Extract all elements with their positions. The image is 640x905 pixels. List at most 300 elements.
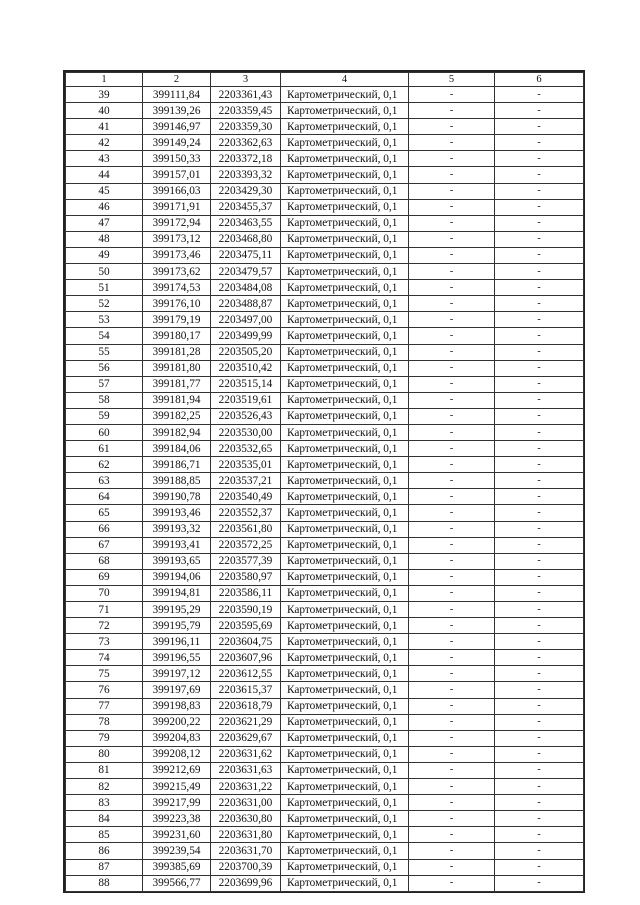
point-number-cell: 42 — [66, 135, 143, 151]
column-6-cell: - — [495, 875, 584, 891]
method-cell: Картометрический, 0,1 — [281, 859, 409, 875]
x-coordinate-cell: 399149,24 — [143, 135, 211, 151]
table-row — [66, 167, 584, 183]
column-5-cell: - — [409, 762, 495, 778]
table-row — [66, 441, 584, 457]
column-6-cell: - — [495, 489, 584, 505]
x-coordinate-cell: 399157,01 — [143, 167, 211, 183]
method-cell: Картометрический, 0,1 — [281, 779, 409, 795]
column-5-cell: - — [409, 489, 495, 505]
column-5-cell: - — [409, 135, 495, 151]
header-cell-4: 4 — [281, 73, 409, 87]
method-cell: Картометрический, 0,1 — [281, 537, 409, 553]
column-5-cell: - — [409, 811, 495, 827]
column-6-cell: - — [495, 473, 584, 489]
y-coordinate-cell: 2203455,37 — [211, 199, 281, 215]
table-row — [66, 392, 584, 408]
column-5-cell: - — [409, 328, 495, 344]
point-number-cell: 43 — [66, 151, 143, 167]
table-row — [66, 762, 584, 778]
column-6-cell: - — [495, 183, 584, 199]
column-5-cell: - — [409, 392, 495, 408]
y-coordinate-cell: 2203359,30 — [211, 119, 281, 135]
method-cell: Картометрический, 0,1 — [281, 602, 409, 618]
x-coordinate-cell: 399198,83 — [143, 698, 211, 714]
y-coordinate-cell: 2203586,11 — [211, 585, 281, 601]
y-coordinate-cell: 2203629,67 — [211, 730, 281, 746]
point-number-cell: 57 — [66, 376, 143, 392]
table-row — [66, 859, 584, 875]
y-coordinate-cell: 2203607,96 — [211, 650, 281, 666]
column-5-cell: - — [409, 312, 495, 328]
column-6-cell: - — [495, 360, 584, 376]
method-cell: Картометрический, 0,1 — [281, 746, 409, 762]
column-6-cell: - — [495, 103, 584, 119]
method-cell: Картометрический, 0,1 — [281, 103, 409, 119]
column-6-cell: - — [495, 199, 584, 215]
column-6-cell: - — [495, 762, 584, 778]
point-number-cell: 54 — [66, 328, 143, 344]
column-6-cell: - — [495, 585, 584, 601]
y-coordinate-cell: 2203580,97 — [211, 569, 281, 585]
column-6-cell: - — [495, 634, 584, 650]
column-5-cell: - — [409, 296, 495, 312]
table-row — [66, 779, 584, 795]
x-coordinate-cell: 399566,77 — [143, 875, 211, 891]
column-6-cell: - — [495, 843, 584, 859]
x-coordinate-cell: 399195,79 — [143, 618, 211, 634]
point-number-cell: 50 — [66, 264, 143, 280]
y-coordinate-cell: 2203552,37 — [211, 505, 281, 521]
column-6-cell: - — [495, 827, 584, 843]
point-number-cell: 61 — [66, 441, 143, 457]
y-coordinate-cell: 2203700,39 — [211, 859, 281, 875]
y-coordinate-cell: 2203540,49 — [211, 489, 281, 505]
method-cell: Картометрический, 0,1 — [281, 151, 409, 167]
column-5-cell: - — [409, 875, 495, 891]
table-row — [66, 553, 584, 569]
coordinates-table-frame — [63, 70, 585, 893]
method-cell: Картометрический, 0,1 — [281, 264, 409, 280]
table-row — [66, 795, 584, 811]
point-number-cell: 74 — [66, 650, 143, 666]
x-coordinate-cell: 399223,38 — [143, 811, 211, 827]
column-5-cell: - — [409, 505, 495, 521]
method-cell: Картометрический, 0,1 — [281, 376, 409, 392]
x-coordinate-cell: 399193,41 — [143, 537, 211, 553]
y-coordinate-cell: 2203488,87 — [211, 296, 281, 312]
point-number-cell: 76 — [66, 682, 143, 698]
table-row — [66, 811, 584, 827]
point-number-cell: 64 — [66, 489, 143, 505]
x-coordinate-cell: 399188,85 — [143, 473, 211, 489]
x-coordinate-cell: 399196,55 — [143, 650, 211, 666]
y-coordinate-cell: 2203630,80 — [211, 811, 281, 827]
x-coordinate-cell: 399194,06 — [143, 569, 211, 585]
method-cell: Картометрический, 0,1 — [281, 360, 409, 376]
x-coordinate-cell: 399173,46 — [143, 247, 211, 263]
x-coordinate-cell: 399231,60 — [143, 827, 211, 843]
y-coordinate-cell: 2203362,63 — [211, 135, 281, 151]
method-cell: Картометрический, 0,1 — [281, 553, 409, 569]
point-number-cell: 73 — [66, 634, 143, 650]
column-5-cell: - — [409, 795, 495, 811]
point-number-cell: 58 — [66, 392, 143, 408]
method-cell: Картометрический, 0,1 — [281, 231, 409, 247]
column-5-cell: - — [409, 682, 495, 698]
table-row — [66, 247, 584, 263]
method-cell: Картометрический, 0,1 — [281, 730, 409, 746]
point-number-cell: 47 — [66, 215, 143, 231]
table-row — [66, 521, 584, 537]
column-5-cell: - — [409, 199, 495, 215]
column-5-cell: - — [409, 183, 495, 199]
column-6-cell: - — [495, 714, 584, 730]
column-6-cell: - — [495, 215, 584, 231]
x-coordinate-cell: 399181,28 — [143, 344, 211, 360]
y-coordinate-cell: 2203604,75 — [211, 634, 281, 650]
column-5-cell: - — [409, 746, 495, 762]
table-row — [66, 473, 584, 489]
point-number-cell: 88 — [66, 875, 143, 891]
table-row — [66, 730, 584, 746]
x-coordinate-cell: 399150,33 — [143, 151, 211, 167]
column-6-cell: - — [495, 795, 584, 811]
method-cell: Картометрический, 0,1 — [281, 618, 409, 634]
table-row — [66, 666, 584, 682]
table-row — [66, 183, 584, 199]
method-cell: Картометрический, 0,1 — [281, 827, 409, 843]
column-5-cell: - — [409, 360, 495, 376]
y-coordinate-cell: 2203499,99 — [211, 328, 281, 344]
table-row — [66, 103, 584, 119]
point-number-cell: 70 — [66, 585, 143, 601]
point-number-cell: 72 — [66, 618, 143, 634]
x-coordinate-cell: 399146,97 — [143, 119, 211, 135]
y-coordinate-cell: 2203572,25 — [211, 537, 281, 553]
method-cell: Картометрический, 0,1 — [281, 135, 409, 151]
column-5-cell: - — [409, 843, 495, 859]
method-cell: Картометрический, 0,1 — [281, 521, 409, 537]
table-row — [66, 344, 584, 360]
x-coordinate-cell: 399215,49 — [143, 779, 211, 795]
method-cell: Картометрический, 0,1 — [281, 634, 409, 650]
point-number-cell: 59 — [66, 408, 143, 424]
y-coordinate-cell: 2203590,19 — [211, 602, 281, 618]
column-6-cell: - — [495, 537, 584, 553]
point-number-cell: 81 — [66, 762, 143, 778]
point-number-cell: 53 — [66, 312, 143, 328]
y-coordinate-cell: 2203515,14 — [211, 376, 281, 392]
x-coordinate-cell: 399196,11 — [143, 634, 211, 650]
table-row — [66, 489, 584, 505]
column-5-cell: - — [409, 376, 495, 392]
point-number-cell: 77 — [66, 698, 143, 714]
column-5-cell: - — [409, 441, 495, 457]
point-number-cell: 62 — [66, 457, 143, 473]
x-coordinate-cell: 399166,03 — [143, 183, 211, 199]
point-number-cell: 86 — [66, 843, 143, 859]
column-5-cell: - — [409, 87, 495, 103]
x-coordinate-cell: 399186,71 — [143, 457, 211, 473]
point-number-cell: 84 — [66, 811, 143, 827]
point-number-cell: 67 — [66, 537, 143, 553]
table-row — [66, 264, 584, 280]
point-number-cell: 39 — [66, 87, 143, 103]
method-cell: Картометрический, 0,1 — [281, 441, 409, 457]
table-row — [66, 376, 584, 392]
column-6-cell: - — [495, 457, 584, 473]
x-coordinate-cell: 399181,80 — [143, 360, 211, 376]
method-cell: Картометрический, 0,1 — [281, 183, 409, 199]
x-coordinate-cell: 399200,22 — [143, 714, 211, 730]
column-6-cell: - — [495, 553, 584, 569]
y-coordinate-cell: 2203530,00 — [211, 424, 281, 440]
point-number-cell: 48 — [66, 231, 143, 247]
column-5-cell: - — [409, 569, 495, 585]
table-row — [66, 215, 584, 231]
table-row — [66, 424, 584, 440]
column-6-cell: - — [495, 312, 584, 328]
x-coordinate-cell: 399111,84 — [143, 87, 211, 103]
method-cell: Картометрический, 0,1 — [281, 87, 409, 103]
column-6-cell: - — [495, 151, 584, 167]
column-5-cell: - — [409, 473, 495, 489]
point-number-cell: 44 — [66, 167, 143, 183]
column-5-cell: - — [409, 779, 495, 795]
y-coordinate-cell: 2203535,01 — [211, 457, 281, 473]
point-number-cell: 66 — [66, 521, 143, 537]
y-coordinate-cell: 2203537,21 — [211, 473, 281, 489]
table-row — [66, 746, 584, 762]
method-cell: Картометрический, 0,1 — [281, 392, 409, 408]
y-coordinate-cell: 2203526,43 — [211, 408, 281, 424]
column-5-cell: - — [409, 602, 495, 618]
method-cell: Картометрический, 0,1 — [281, 215, 409, 231]
column-5-cell: - — [409, 167, 495, 183]
y-coordinate-cell: 2203361,43 — [211, 87, 281, 103]
y-coordinate-cell: 2203615,37 — [211, 682, 281, 698]
point-number-cell: 78 — [66, 714, 143, 730]
column-6-cell: - — [495, 505, 584, 521]
y-coordinate-cell: 2203631,22 — [211, 779, 281, 795]
method-cell: Картометрический, 0,1 — [281, 344, 409, 360]
column-5-cell: - — [409, 521, 495, 537]
y-coordinate-cell: 2203468,80 — [211, 231, 281, 247]
column-6-cell: - — [495, 811, 584, 827]
x-coordinate-cell: 399184,06 — [143, 441, 211, 457]
header-cell-3: 3 — [211, 73, 281, 87]
method-cell: Картометрический, 0,1 — [281, 714, 409, 730]
x-coordinate-cell: 399180,17 — [143, 328, 211, 344]
method-cell: Картометрический, 0,1 — [281, 473, 409, 489]
table-row — [66, 827, 584, 843]
method-cell: Картометрический, 0,1 — [281, 585, 409, 601]
y-coordinate-cell: 2203463,55 — [211, 215, 281, 231]
column-6-cell: - — [495, 87, 584, 103]
column-6-cell: - — [495, 119, 584, 135]
point-number-cell: 63 — [66, 473, 143, 489]
method-cell: Картометрический, 0,1 — [281, 457, 409, 473]
method-cell: Картометрический, 0,1 — [281, 296, 409, 312]
header-cell-2: 2 — [143, 73, 211, 87]
y-coordinate-cell: 2203497,00 — [211, 312, 281, 328]
table-row — [66, 698, 584, 714]
x-coordinate-cell: 399179,19 — [143, 312, 211, 328]
column-6-cell: - — [495, 698, 584, 714]
y-coordinate-cell: 2203631,63 — [211, 762, 281, 778]
point-number-cell: 85 — [66, 827, 143, 843]
y-coordinate-cell: 2203561,80 — [211, 521, 281, 537]
method-cell: Картометрический, 0,1 — [281, 682, 409, 698]
y-coordinate-cell: 2203621,29 — [211, 714, 281, 730]
table-row — [66, 199, 584, 215]
table-row — [66, 360, 584, 376]
column-6-cell: - — [495, 521, 584, 537]
column-6-cell: - — [495, 441, 584, 457]
column-5-cell: - — [409, 650, 495, 666]
y-coordinate-cell: 2203429,30 — [211, 183, 281, 199]
y-coordinate-cell: 2203484,08 — [211, 280, 281, 296]
method-cell: Картометрический, 0,1 — [281, 505, 409, 521]
column-6-cell: - — [495, 730, 584, 746]
table-row — [66, 312, 584, 328]
column-5-cell: - — [409, 457, 495, 473]
column-5-cell: - — [409, 827, 495, 843]
method-cell: Картометрический, 0,1 — [281, 199, 409, 215]
table-row — [66, 231, 584, 247]
y-coordinate-cell: 2203631,00 — [211, 795, 281, 811]
method-cell: Картометрический, 0,1 — [281, 843, 409, 859]
table-row — [66, 585, 584, 601]
point-number-cell: 60 — [66, 424, 143, 440]
column-6-cell: - — [495, 376, 584, 392]
table-row — [66, 650, 584, 666]
x-coordinate-cell: 399193,46 — [143, 505, 211, 521]
y-coordinate-cell: 2203505,20 — [211, 344, 281, 360]
method-cell: Картометрический, 0,1 — [281, 408, 409, 424]
y-coordinate-cell: 2203577,39 — [211, 553, 281, 569]
column-5-cell: - — [409, 408, 495, 424]
y-coordinate-cell: 2203612,55 — [211, 666, 281, 682]
x-coordinate-cell: 399182,94 — [143, 424, 211, 440]
column-6-cell: - — [495, 424, 584, 440]
table-row — [66, 714, 584, 730]
point-number-cell: 75 — [66, 666, 143, 682]
point-number-cell: 41 — [66, 119, 143, 135]
point-number-cell: 65 — [66, 505, 143, 521]
column-5-cell: - — [409, 634, 495, 650]
column-6-cell: - — [495, 296, 584, 312]
column-6-cell: - — [495, 247, 584, 263]
header-cell-6: 6 — [495, 73, 584, 87]
column-5-cell: - — [409, 344, 495, 360]
method-cell: Картометрический, 0,1 — [281, 167, 409, 183]
method-cell: Картометрический, 0,1 — [281, 280, 409, 296]
point-number-cell: 40 — [66, 103, 143, 119]
column-5-cell: - — [409, 553, 495, 569]
column-5-cell: - — [409, 859, 495, 875]
x-coordinate-cell: 399208,12 — [143, 746, 211, 762]
point-number-cell: 52 — [66, 296, 143, 312]
table-row — [66, 569, 584, 585]
column-5-cell: - — [409, 247, 495, 263]
table-row — [66, 119, 584, 135]
table-row — [66, 280, 584, 296]
column-6-cell: - — [495, 264, 584, 280]
y-coordinate-cell: 2203631,70 — [211, 843, 281, 859]
y-coordinate-cell: 2203631,62 — [211, 746, 281, 762]
table-row — [66, 296, 584, 312]
y-coordinate-cell: 2203699,96 — [211, 875, 281, 891]
column-5-cell: - — [409, 585, 495, 601]
y-coordinate-cell: 2203359,45 — [211, 103, 281, 119]
method-cell: Картометрический, 0,1 — [281, 762, 409, 778]
column-6-cell: - — [495, 344, 584, 360]
column-5-cell: - — [409, 103, 495, 119]
method-cell: Картометрический, 0,1 — [281, 795, 409, 811]
column-5-cell: - — [409, 714, 495, 730]
table-body — [66, 73, 584, 892]
header-cell-1: 1 — [66, 73, 143, 87]
method-cell: Картометрический, 0,1 — [281, 698, 409, 714]
method-cell: Картометрический, 0,1 — [281, 666, 409, 682]
table-row — [66, 537, 584, 553]
x-coordinate-cell: 399385,69 — [143, 859, 211, 875]
column-5-cell: - — [409, 119, 495, 135]
point-number-cell: 49 — [66, 247, 143, 263]
method-cell: Картометрический, 0,1 — [281, 312, 409, 328]
column-6-cell: - — [495, 666, 584, 682]
table-row — [66, 328, 584, 344]
x-coordinate-cell: 399195,29 — [143, 602, 211, 618]
point-number-cell: 68 — [66, 553, 143, 569]
point-number-cell: 55 — [66, 344, 143, 360]
column-6-cell: - — [495, 231, 584, 247]
x-coordinate-cell: 399181,94 — [143, 392, 211, 408]
table-row — [66, 135, 584, 151]
x-coordinate-cell: 399193,32 — [143, 521, 211, 537]
column-5-cell: - — [409, 698, 495, 714]
y-coordinate-cell: 2203372,18 — [211, 151, 281, 167]
table-row — [66, 151, 584, 167]
point-number-cell: 82 — [66, 779, 143, 795]
column-6-cell: - — [495, 167, 584, 183]
point-number-cell: 45 — [66, 183, 143, 199]
method-cell: Картометрический, 0,1 — [281, 424, 409, 440]
header-row — [66, 73, 584, 87]
point-number-cell: 80 — [66, 746, 143, 762]
column-5-cell: - — [409, 264, 495, 280]
y-coordinate-cell: 2203631,80 — [211, 827, 281, 843]
x-coordinate-cell: 399182,25 — [143, 408, 211, 424]
y-coordinate-cell: 2203393,32 — [211, 167, 281, 183]
method-cell: Картометрический, 0,1 — [281, 489, 409, 505]
y-coordinate-cell: 2203532,65 — [211, 441, 281, 457]
x-coordinate-cell: 399139,26 — [143, 103, 211, 119]
column-6-cell: - — [495, 392, 584, 408]
table-row — [66, 505, 584, 521]
table-row — [66, 875, 584, 891]
method-cell: Картометрический, 0,1 — [281, 650, 409, 666]
point-number-cell: 71 — [66, 602, 143, 618]
y-coordinate-cell: 2203519,61 — [211, 392, 281, 408]
method-cell: Картометрический, 0,1 — [281, 811, 409, 827]
y-coordinate-cell: 2203510,42 — [211, 360, 281, 376]
table-row — [66, 634, 584, 650]
method-cell: Картометрический, 0,1 — [281, 247, 409, 263]
column-6-cell: - — [495, 602, 584, 618]
